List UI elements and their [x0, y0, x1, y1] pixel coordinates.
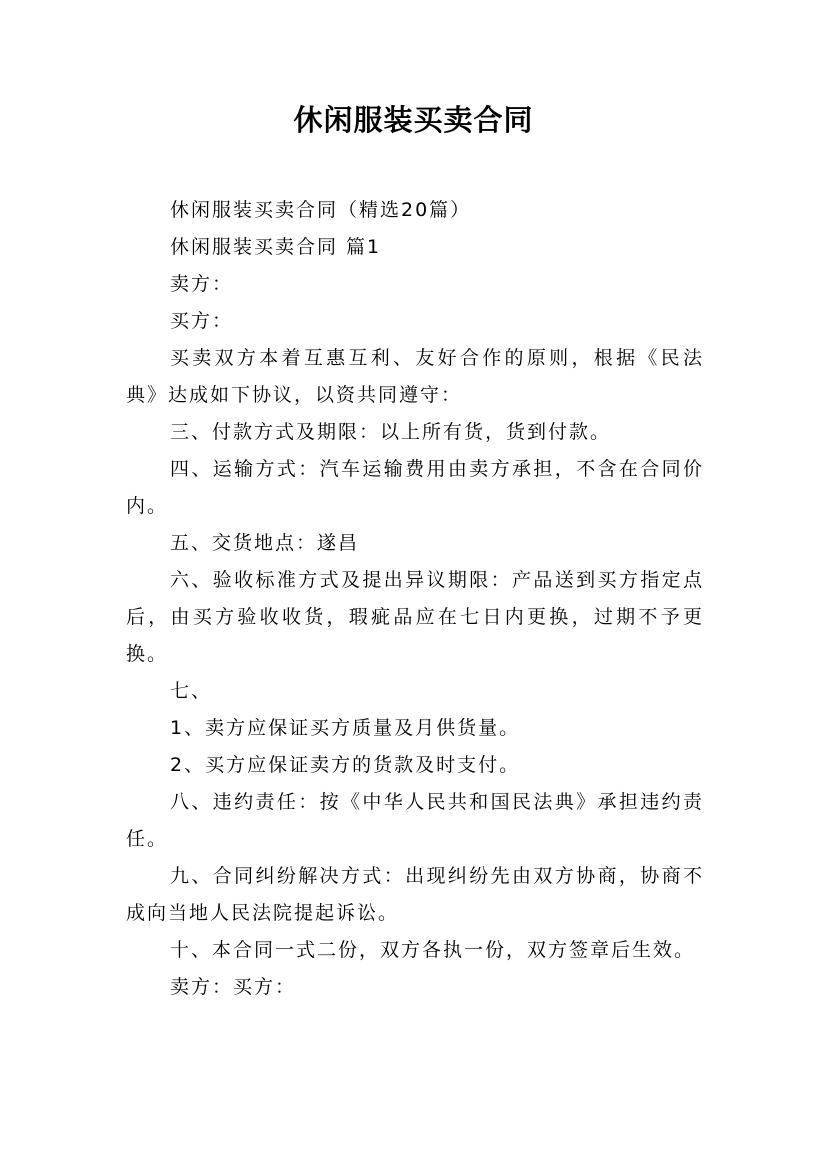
paragraph-buyer: 买方： — [170, 310, 234, 332]
paragraph-seller: 卖方： — [170, 273, 234, 295]
paragraph-clause-8: 八、违约责任：按《中华人民共和国民法典》承担违约责任。 — [126, 791, 704, 850]
paragraph-clause-5: 五、交货地点：遂昌 — [170, 532, 360, 554]
paragraph-clause-3: 三、付款方式及期限：以上所有货，货到付款。 — [170, 421, 612, 443]
paragraph-clause-7-1: 1、卖方应保证买方质量及月供货量。 — [170, 717, 521, 739]
paragraph-clause-10: 十、本合同一式二份，双方各执一份，双方签章后生效。 — [170, 939, 696, 961]
document-body — [126, 192, 704, 1006]
paragraph-clause-6: 六、验收标准方式及提出异议期限：产品送到买方指定点后，由买方验收收货，瑕疵品应在七日内更换，过期不予更换。 — [126, 569, 704, 665]
paragraph-signatures: 卖方：买方： — [170, 976, 297, 998]
paragraph-clause-7: 七、 — [170, 680, 213, 702]
paragraph-preamble: 买卖双方本着互惠互利、友好合作的原则，根据《民法典》达成如下协议，以资共同遵守： — [126, 347, 704, 406]
paragraph-clause-9: 九、合同纠纷解决方式：出现纠纷先由双方协商，协商不成向当地人民法院提起诉讼。 — [126, 865, 704, 924]
paragraph-section-heading: 休闲服装买卖合同 篇1 — [170, 236, 382, 258]
paragraph-clause-4: 四、运输方式：汽车运输费用由卖方承担，不含在合同价内。 — [126, 458, 704, 517]
paragraph-clause-7-2: 2、买方应保证卖方的货款及时支付。 — [170, 754, 521, 776]
document-title: 休闲服装买卖合同 — [293, 103, 534, 137]
paragraph-subtitle: 休闲服装买卖合同（精选20篇） — [170, 199, 472, 221]
